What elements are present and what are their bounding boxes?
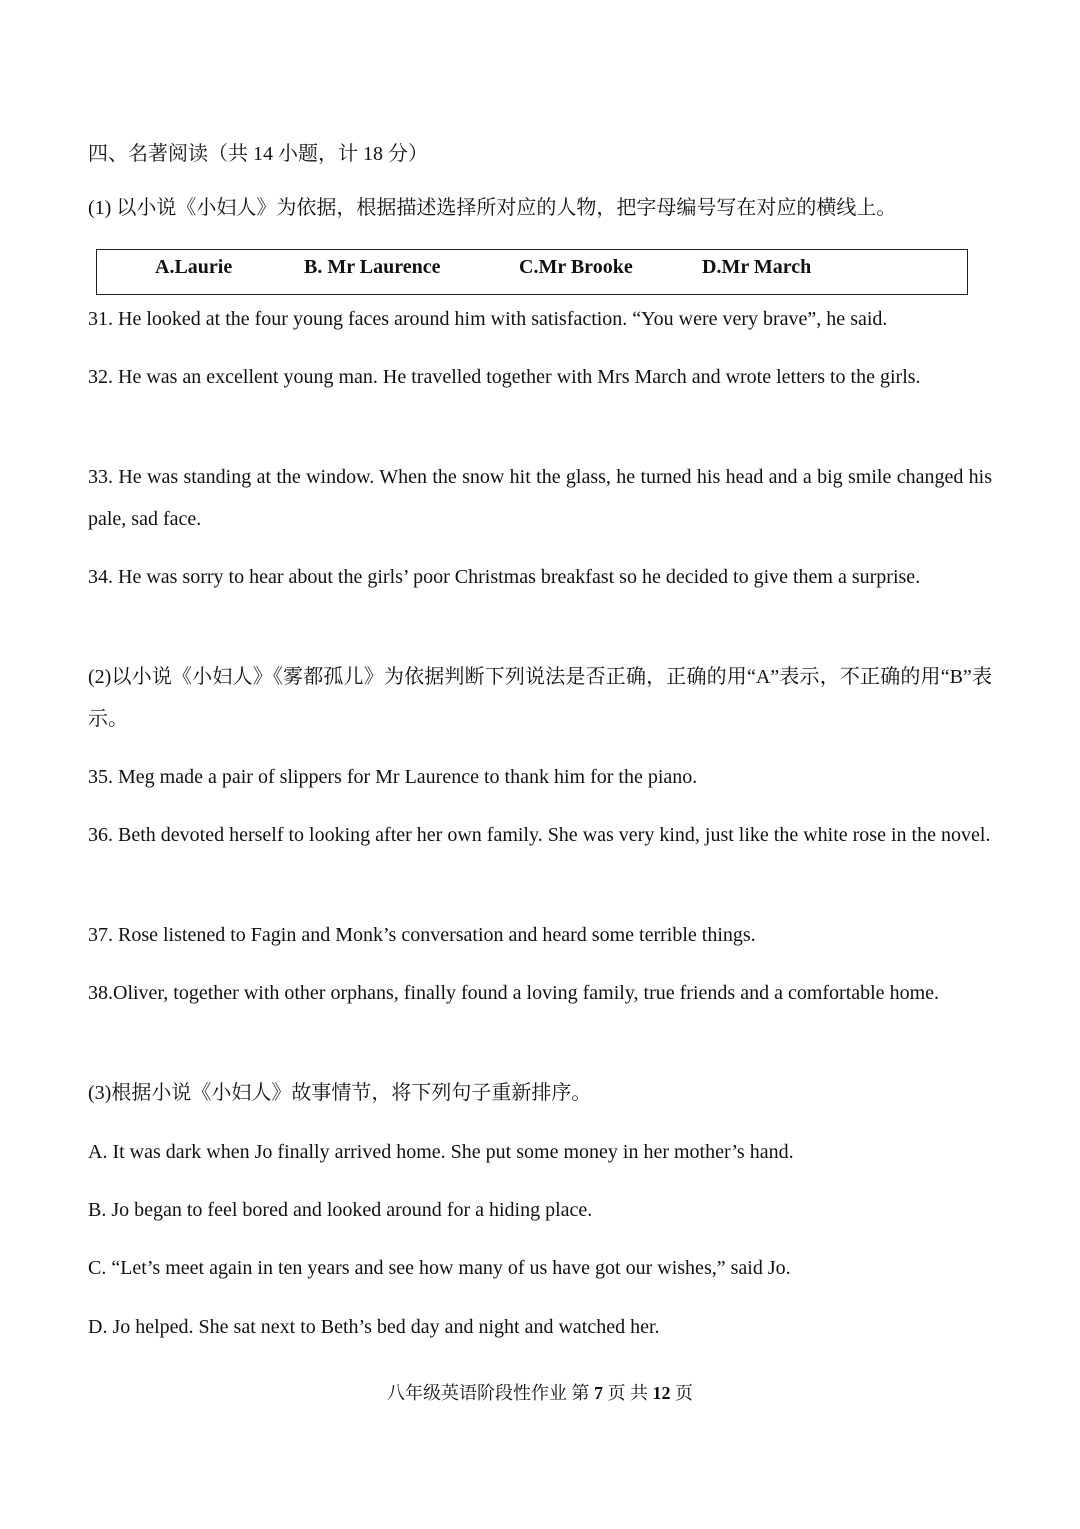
page-footer xyxy=(0,1378,1080,1408)
section-title: 四、名著阅读（共 14 小题，计 18 分） xyxy=(88,143,428,165)
part1-instruction: (1) 以小说《小妇人》为依据，根据描述选择所对应的人物，把字母编号写在对应的横线上。 xyxy=(88,197,897,219)
part2-instruction: (2)以小说《小妇人》《雾都孤儿》为依据判断下列说法是否正确，正确的用“A”表示，不正确的用“B”表示。 xyxy=(88,666,992,730)
sentence-b: B. Jo began to feel bored and looked around for a hiding place. xyxy=(88,1199,593,1221)
sentence-c: C. “Let’s meet again in ten years and see how many of us have got our wishes,” said Jo. xyxy=(88,1257,791,1279)
option-d: D.Mr March xyxy=(702,256,812,278)
sentence-d: D. Jo helped. She sat next to Beth’s bed day and night and watched her. xyxy=(88,1316,660,1338)
options-box xyxy=(96,249,968,295)
question-34: 34. He was sorry to hear about the girls’ poor Christmas breakfast so he decided to give them a surprise. xyxy=(88,566,921,588)
part3-instruction: (3)根据小说《小妇人》故事情节，将下列句子重新排序。 xyxy=(88,1082,592,1104)
footer-prefix: 八年级英语阶段性作业 第 xyxy=(387,1383,590,1403)
page-number: 7 xyxy=(594,1383,603,1403)
option-c: C.Mr Brooke xyxy=(519,256,633,278)
footer-suffix: 页 xyxy=(675,1383,693,1403)
option-a: A.Laurie xyxy=(155,256,233,278)
sentence-a: A. It was dark when Jo finally arrived home. She put some money in her mother’s hand. xyxy=(88,1141,794,1163)
total-pages: 12 xyxy=(652,1383,671,1403)
footer-middle: 页 共 xyxy=(607,1383,648,1403)
question-33: 33. He was standing at the window. When the snow hit the glass, he turned his head and a big smile changed his pale, sad face. xyxy=(88,466,992,530)
question-35: 35. Meg made a pair of slippers for Mr Laurence to thank him for the piano. xyxy=(88,766,698,788)
question-32: 32. He was an excellent young man. He travelled together with Mrs March and wrote letters to the girls. xyxy=(88,366,921,388)
question-36: 36. Beth devoted herself to looking after her own family. She was very kind, just like the white rose in the novel. xyxy=(88,824,991,846)
question-37: 37. Rose listened to Fagin and Monk’s conversation and heard some terrible things. xyxy=(88,924,756,946)
option-b: B. Mr Laurence xyxy=(304,256,441,278)
question-31: 31. He looked at the four young faces around him with satisfaction. “You were very brave”, he said. xyxy=(88,308,888,330)
question-38: 38.Oliver, together with other orphans, finally found a loving family, true friends and a comfortable home. xyxy=(88,982,939,1004)
